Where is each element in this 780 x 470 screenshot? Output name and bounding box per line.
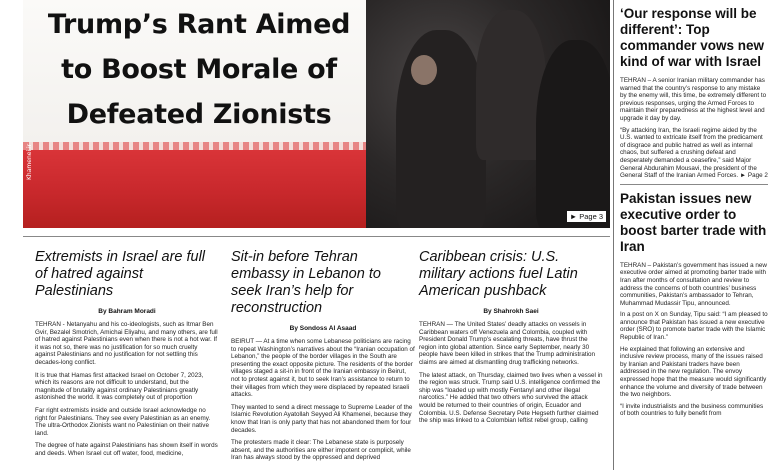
sidebar-paragraph: He explained that following an extensive and inclusive review process, many of the issues raised by Iranian and Pakistani traders have been addressed in the new regulation. The envoy expressed hope that the measure would significantly enhance the volume and diversity of trade between the two neighbors. [620, 345, 767, 399]
article-paragraph: The degree of hate against Palestinians has shown itself in words and deeds. When Israel cut off water, food, medicine, [35, 442, 218, 457]
sidebar [620, 6, 768, 422]
sidebar-paragraph: In a post on X on Sunday, Tipu said: “I am pleased to announce that Pakistan has issued a new executive order (SRO) to promote barter trade with the Islamic Republic of Iran.” [620, 311, 768, 342]
article-paragraph: It is true that Hamas first attacked Israel on October 7, 2023, which its reasons are not difficult to understand, but the magnitude of brutality against ordinary Palestinians greatly astonished the world. It was completely out of proportion [35, 371, 204, 402]
article-byline: By Bahram Moradi [98, 308, 156, 315]
sidebar-headline[interactable]: Pakistan issues new executive order to boost barter trade with Iran [620, 190, 767, 254]
hero-photo-crowd [366, 0, 610, 228]
hero-page-ref[interactable]: ► Page 3 [567, 211, 606, 222]
article-paragraph: They wanted to send a direct message to Supreme Leader of the Islamic Revolution Ayatollah Seyyed Ali Khamenei, because they know that Iran is only party that has not abandoned them for four decades. [231, 403, 413, 434]
article-paragraph: TEHRAN - Netanyahu and his co-ideologists, such as Itmar Ben Gvir, Bezalel Smotrich, Amichai Eliyahu, and many others, are full of hatred against Palestinians even when there is not a hot war. If it was not so, there was no justification for so much cruelty against Palestinians and no justification for not settling this decades-long conflict. [35, 321, 218, 366]
article-paragraph: TEHRAN — The United States’ deadly attacks on vessels in Caribbean waters off Venezuela and Colombia, coupled with President Donald Trump’s escalating threats, have thrust the region into global attention. Since early September, nearly 30 people have been killed in strikes that the Trump administration claims are aimed at dismantling drug trafficking networks. [419, 321, 596, 366]
article-paragraph: Far right extremists inside and outside Israel acknowledge no right for Palestinians. They see every Palestinian as an enemy. The ultra-Orthodox Zionists want no Palestinian on their native land. [35, 406, 211, 437]
article-columns [23, 236, 610, 462]
crowd-figure [396, 30, 486, 228]
article-headline[interactable]: Sit-in before Tehran embassy in Lebanon to seek Iran’s help for reconstruction [231, 249, 381, 316]
crowd-figure [536, 40, 610, 228]
sidebar-divider [620, 184, 768, 185]
article-byline: By Sondoss Al Asaad [289, 325, 357, 332]
article-headline[interactable]: Caribbean crisis: U.S. military actions fuel Latin American pushback [419, 249, 578, 299]
article-paragraph: The latest attack, on Thursday, claimed two lives when a vessel in the region was struck. Trump said U.S. intelligence confirmed the ship was “loaded up with mostly Fentanyl and other illegal narcotics.” He added that two others who survived the attack would be returned to their countries of origin, Ecuador and Colombia. U.S. Defense Secretary Pete Hegseth further claimed the ship was linked to a Colombian leftist rebel group, calling [419, 371, 603, 425]
sidebar-paragraph: “I invite industrialists and the business communities of both countries to fully benefit from [620, 402, 764, 418]
photo-credit: Khamenei.ir [26, 143, 33, 180]
article-headline[interactable]: Extremists in Israel are full of hatred against Palestinians [35, 249, 206, 299]
sidebar-paragraph: TEHRAN – Pakistan’s government has issued a new executive order aimed at promoting barter trade with Iran after months of consultation and review to address the concerns of both countries’ business communities, Pakistan’s ambassador to Tehran, Muhammad Mudassir Tipu, announced. [620, 261, 767, 307]
sidebar-paragraph: TEHRAN – A senior Iranian military commander has warned that the country’s response to any mistake by the enemy will, this time, be extremely different to previous responses, urging the Armed Forces to maintain their preparedness at the highest level and upgrade it day by day. [620, 77, 767, 122]
sidebar-headline[interactable]: ‘Our response will be different’: Top commander vows new kind of war with Israel [620, 6, 765, 69]
article-byline: By Shahrokh Saei [483, 308, 539, 315]
flag-red-band [23, 150, 366, 228]
hero-headline[interactable]: Trump’s Rant Aimed to Boost Morale of Defeated Zionists [47, 9, 351, 130]
article-column [419, 249, 603, 430]
crowd-face [411, 55, 437, 85]
column-divider [613, 0, 614, 470]
hero-photo [23, 0, 610, 228]
sidebar-paragraph: “By attacking Iran, the Israeli regime aided by the U.S. wanted to extricate itself from the predicament of disgrace and public hatred as well as internal chaos, but suffered a crushing defeat and desperately demanded a ceasefire,” said Major General Abdurahim Mousavi, the president of the General Staff of the Iranian Armed Forces. ► Page 2 [620, 126, 768, 180]
article-column [35, 249, 219, 463]
article-paragraph: The protesters made it clear: The Lebanese state is purposely absent, and the authorities are either impotent or complicit, while Iran has always stood by the oppressed and deprived [231, 439, 411, 462]
article-paragraph: BEIRUT — At a time when some Lebanese politicians are racing to repeat Washington’s narratives about the “Iranian occupation of Lebanon,” the people of the border villages in the South are presenting the exact opposite picture. The residents of the border villages staged a sit-in in front of the Iranian embassy in Beirut, not to protest against it, but to seek Iran’s assistance to return to their villages from which they were displaced by repeated Israeli attacks. [231, 338, 415, 399]
article-column [231, 249, 415, 467]
